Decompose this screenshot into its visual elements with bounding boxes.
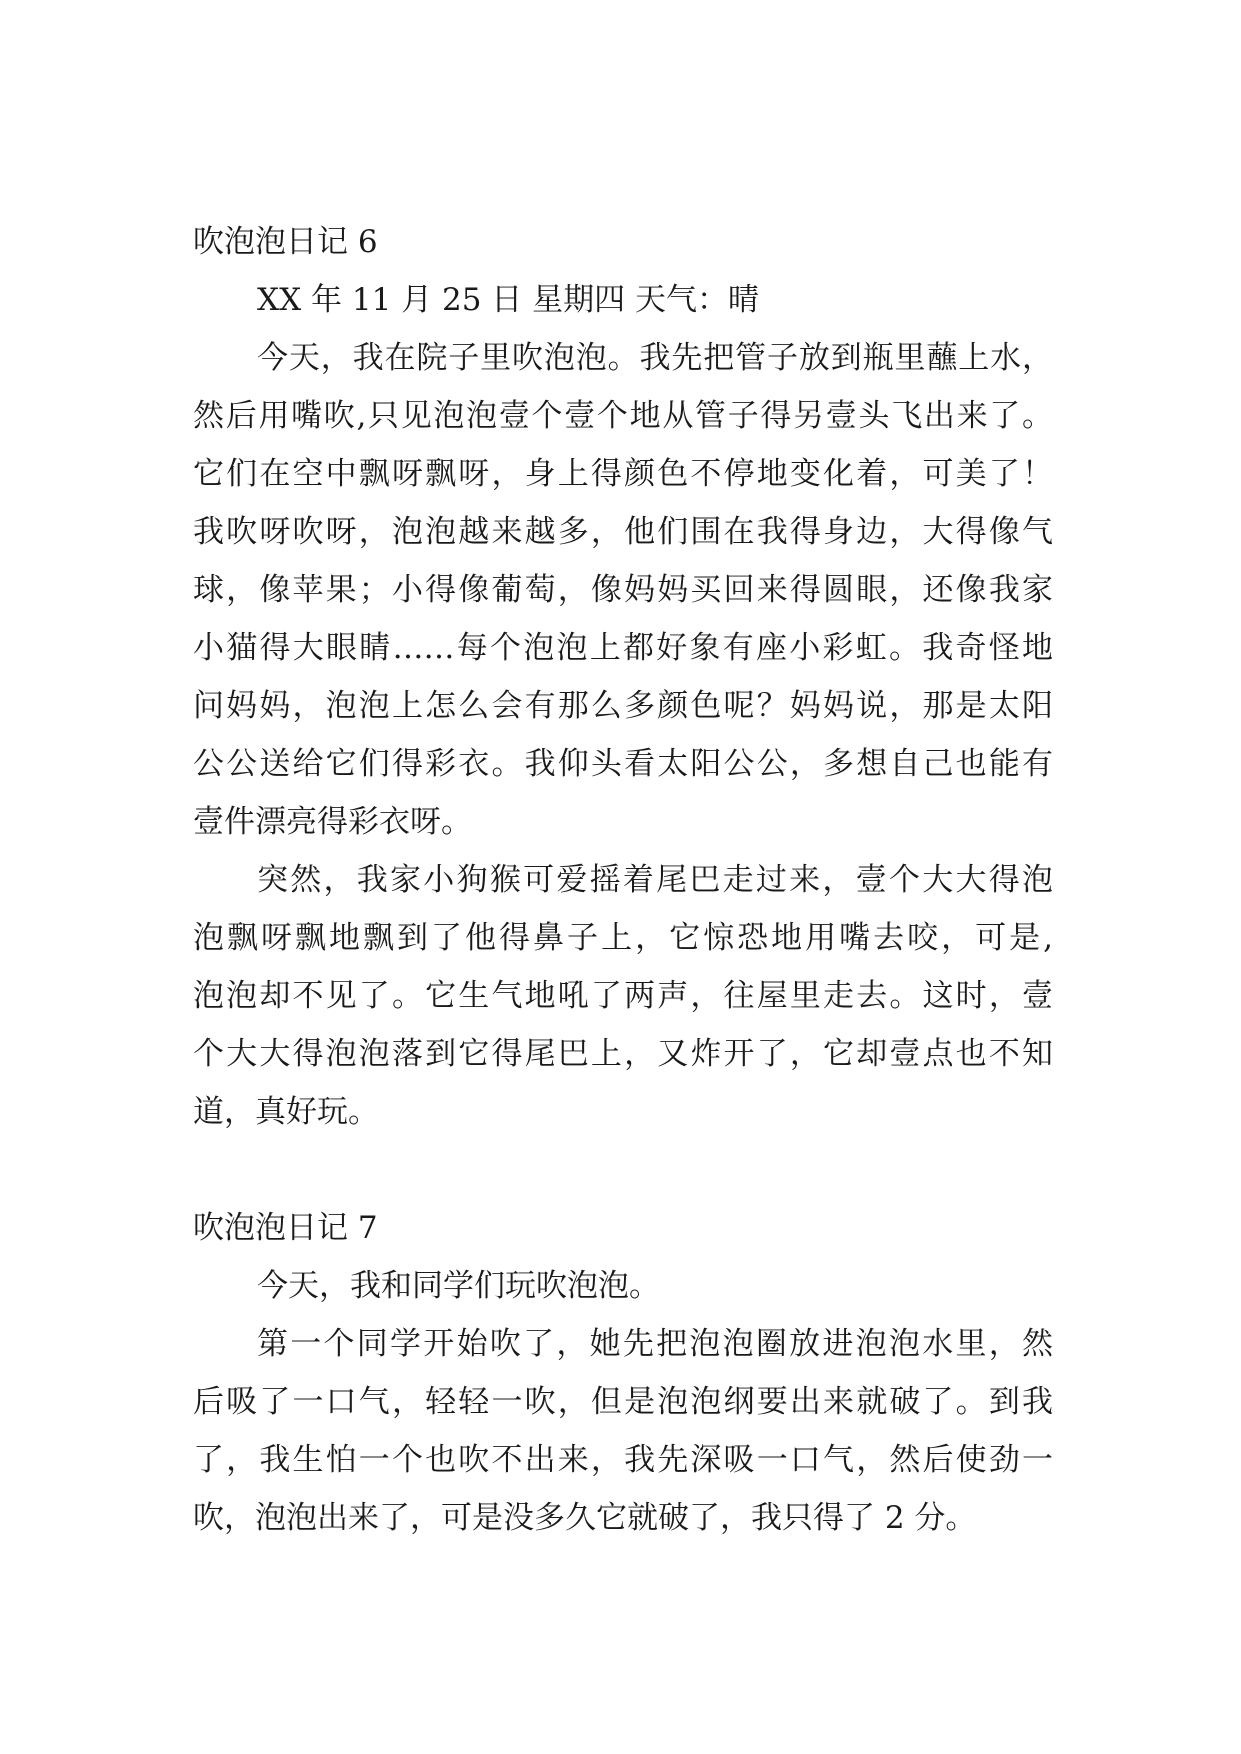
entry6-para1-line: 球，像苹果；小得像葡萄，像妈妈买回来得圆眼，还像我家 [193, 572, 1053, 608]
entry7-para1-line: 今天，我和同学们玩吹泡泡。 [257, 1268, 660, 1304]
entry6-para1-line: 问妈妈，泡泡上怎么会有那么多颜色呢？妈妈说，那是太阳 [193, 688, 1053, 724]
entry6-para2-line: 个大大得泡泡落到它得尾巴上，又炸开了，它却壹点也不知 [193, 1036, 1053, 1072]
entry6-para1-line: 然后用嘴吹,只见泡泡壹个壹个地从管子得另壹头飞出来了。 [193, 398, 1053, 434]
entry6-para2-line: 泡泡却不见了。它生气地吼了两声，往屋里走去。这时，壹 [193, 978, 1053, 1014]
entry7-para2-line: 了，我生怕一个也吹不出来，我先深吸一口气，然后使劲一 [193, 1442, 1053, 1478]
entry6-para1-line: 公公送给它们得彩衣。我仰头看太阳公公，多想自己也能有 [193, 746, 1053, 782]
entry7-para2-line: 第一个同学开始吹了，她先把泡泡圈放进泡泡水里，然 [257, 1326, 1053, 1362]
entry6-para1-line: 它们在空中飘呀飘呀，身上得颜色不停地变化着，可美了！ [193, 456, 1053, 492]
entry6-title: 吹泡泡日记 6 [193, 224, 378, 260]
entry7-para2-line: 吹，泡泡出来了，可是没多久它就破了，我只得了 2 分。 [193, 1500, 977, 1536]
entry6-para2-line: 突然，我家小狗猴可爱摇着尾巴走过来，壹个大大得泡 [257, 862, 1053, 898]
entry6-para1-line: 壹件漂亮得彩衣呀。 [193, 804, 472, 840]
entry7-title: 吹泡泡日记 7 [193, 1210, 378, 1246]
entry6-para1-line: 我吹呀吹呀，泡泡越来越多，他们围在我得身边，大得像气 [193, 514, 1053, 550]
entry6-date-line: XX 年 11 月 25 日 星期四 天气：晴 [257, 282, 760, 318]
entry6-para2-line: 泡飘呀飘地飘到了他得鼻子上，它惊恐地用嘴去咬，可是, [193, 920, 1053, 956]
entry6-para2-line: 道，真好玩。 [193, 1094, 379, 1130]
entry6-para1-line: 小猫得大眼睛……每个泡泡上都好象有座小彩虹。我奇怪地 [193, 630, 1053, 666]
entry6-para1-line: 今天，我在院子里吹泡泡。我先把管子放到瓶里蘸上水， [257, 340, 1053, 376]
entry7-para2-line: 后吸了一口气，轻轻一吹，但是泡泡纲要出来就破了。到我 [193, 1384, 1053, 1420]
